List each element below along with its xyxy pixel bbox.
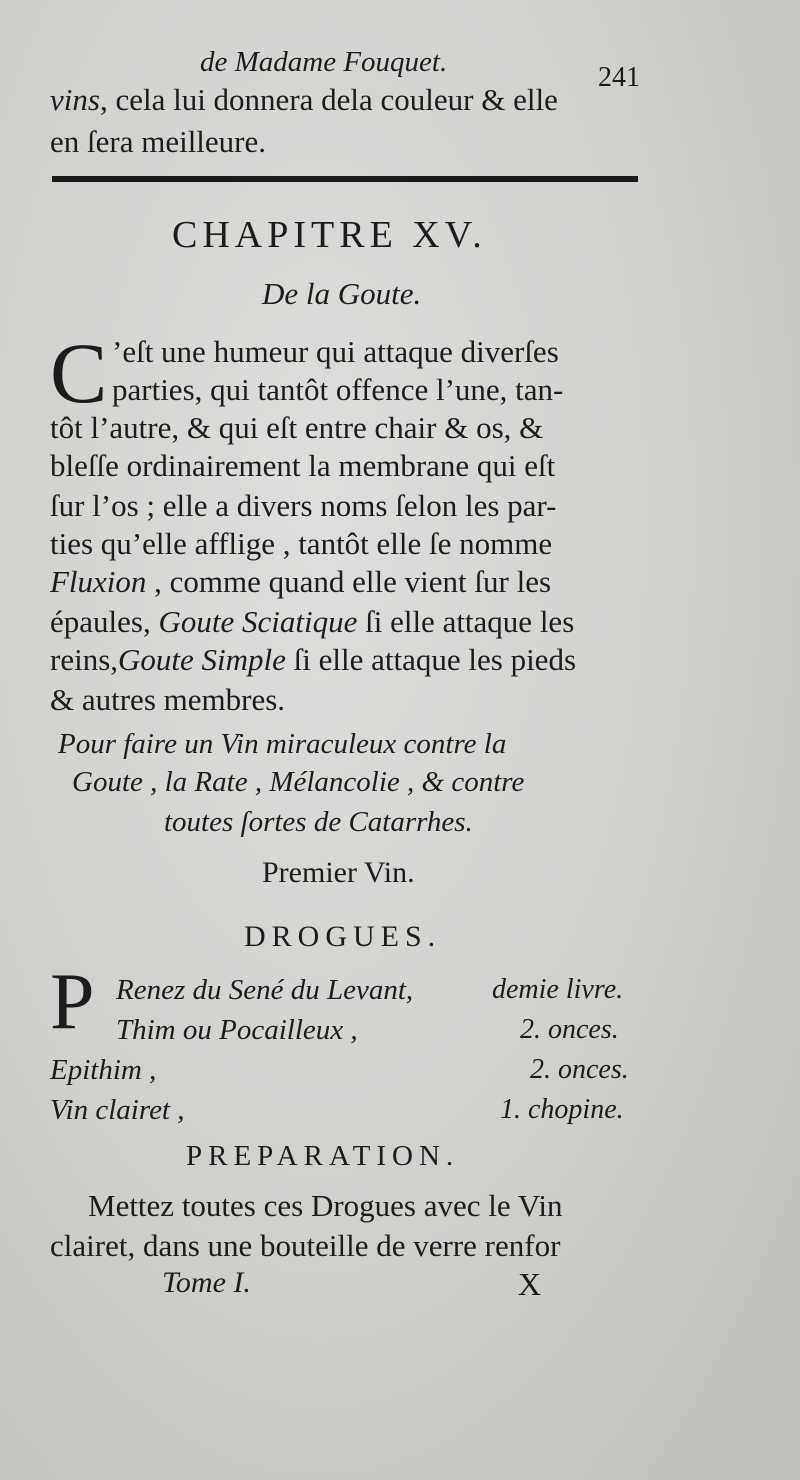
section-title: De la Goute. [262, 276, 422, 311]
ingredient-2-qty: 2. onces. [520, 1014, 619, 1045]
recipe-title-line-1: Pour faire un Vin miraculeux contre la [58, 728, 507, 760]
body-line-7-text: , comme quand elle vient ſur les [146, 564, 552, 599]
body-line-4: bleſſe ordinairement la membrane qui eſt [50, 448, 556, 483]
ingredient-1-name: Renez du Sené du Levant, [116, 974, 414, 1006]
term-fluxion: Fluxion [50, 564, 147, 599]
term-goute-sciatique: Goute Sciatique [158, 604, 358, 639]
running-head: de Madame Fouquet. [200, 46, 448, 78]
ingredient-2-name: Thim ou Pocailleux , [116, 1014, 358, 1046]
preparation-line-2: clairet, dans une bouteille de verre renfor [50, 1228, 561, 1263]
body-line-8-b: ſi elle attaque les [357, 604, 575, 639]
body-line-6: ties qu’elle afflige , tantôt elle ſe nomme [50, 526, 553, 561]
carryover-text: , cela lui donnera dela couleur & elle [99, 82, 558, 117]
preparation-line-1: Mettez toutes ces Drogues avec le Vin [88, 1188, 563, 1223]
ingredient-4-qty: 1. chopine. [500, 1094, 624, 1125]
volume-label: Tome I. [162, 1266, 251, 1299]
body-line-9-b: ſi elle attaque les pieds [285, 642, 577, 677]
ingredient-3-name: Epithim , [50, 1054, 157, 1086]
body-line-9 [50, 642, 576, 678]
carryover-word: vins [50, 82, 100, 117]
body-line-8 [50, 604, 574, 640]
recipe-subtitle: Premier Vin. [262, 856, 415, 889]
chapter-title: CHAPITRE XV. [172, 214, 487, 256]
carryover-line-2: en ſera meilleure. [50, 124, 267, 159]
carryover-line-1 [50, 82, 558, 118]
recipe-title-line-3: toutes ſortes de Catarrhes. [164, 806, 473, 838]
term-goute-simple: Goute Simple [118, 642, 286, 677]
ingredient-3-qty: 2. onces. [530, 1054, 629, 1085]
body-line-5: ſur l’os ; elle a divers noms ſelon les par- [50, 488, 557, 523]
signature-mark: X [518, 1266, 542, 1302]
drogues-heading: DROGUES. [244, 920, 442, 953]
ingredient-1-qty: demie livre. [492, 974, 624, 1005]
preparation-heading: PREPARATION. [186, 1140, 460, 1172]
page-number: 241 [598, 62, 640, 93]
body-line-9-a: reins, [50, 642, 119, 677]
drop-cap-p: P [50, 958, 95, 1046]
drop-cap-c: C [50, 325, 108, 421]
body-line-8-a: épaules, [50, 604, 159, 639]
recipe-title-line-2: Goute , la Rate , Mélancolie , & contre [72, 766, 525, 798]
body-line-7 [50, 564, 551, 600]
body-line-3: tôt l’autre, & qui eſt entre chair & os, & [50, 410, 544, 445]
body-line-10: & autres membres. [50, 682, 286, 717]
section-rule [52, 176, 638, 182]
body-line-1: ’eſt une humeur qui attaque diverſes [112, 334, 559, 369]
body-line-2: parties, qui tantôt offence l’une, tan- [112, 372, 564, 407]
ingredient-4-name: Vin clairet , [50, 1094, 185, 1126]
